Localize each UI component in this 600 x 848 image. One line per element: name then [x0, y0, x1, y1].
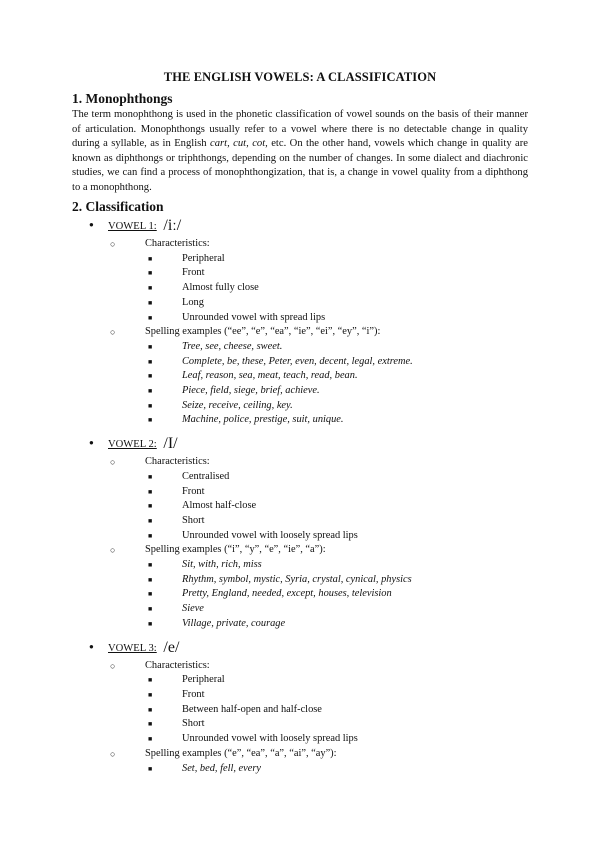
list-item [145, 688, 528, 703]
characteristic-text: Front [182, 485, 205, 497]
square-bullet-icon: ■ [148, 269, 153, 278]
list-item [145, 573, 528, 588]
vowel-3-heading [108, 638, 528, 659]
characteristics-item [108, 455, 528, 470]
circle-bullet-icon: ○ [110, 327, 116, 338]
list-item [145, 369, 528, 384]
square-bullet-icon: ■ [148, 531, 153, 540]
list-item [145, 602, 528, 617]
characteristic-text: Front [182, 688, 205, 700]
list-item [145, 485, 528, 500]
example-text: Set, bed, fell, every [182, 762, 262, 774]
vowel-3 [72, 638, 528, 777]
bullet-icon: ● [89, 220, 94, 229]
list-item [145, 587, 528, 602]
square-bullet-icon: ■ [148, 676, 153, 685]
circle-bullet-icon: ○ [110, 660, 116, 671]
list-item [145, 384, 528, 399]
example-text: Complete, be, these, Peter, even, decent, legal, extreme. [182, 355, 413, 367]
list-item [145, 732, 528, 747]
examples-list [145, 558, 528, 632]
list-item [145, 311, 528, 326]
characteristic-text: Peripheral [182, 252, 225, 264]
characteristics-item [108, 237, 528, 252]
example-text: Pretty, England, needed, except, houses, television [182, 588, 392, 600]
vowel-3-symbol: /e/ [163, 638, 180, 656]
list-item [145, 281, 528, 296]
square-bullet-icon: ■ [148, 342, 153, 351]
list-item [145, 499, 528, 514]
example-text: Village, private, courage [182, 617, 286, 629]
example-text: Sieve [182, 603, 204, 615]
spelling-label: Spelling examples (“i”, “y”, “e”, “ie”, “a”): [145, 544, 326, 556]
list-item [145, 470, 528, 485]
characteristics-list [145, 252, 528, 326]
circle-bullet-icon: ○ [110, 748, 116, 759]
square-bullet-icon: ■ [148, 284, 153, 293]
example-text: Tree, see, cheese, sweet. [182, 340, 283, 352]
monophthongs-paragraph [72, 108, 528, 195]
spelling-item [108, 543, 528, 558]
paragraph-text-1: The term monophthong is used in the phonetic classification of vowel sounds on the basis of their manner of articulation. Monophthongs usually refer to a vowel where there is no detectable change in quality during a syllable, as in English [72, 109, 528, 149]
square-bullet-icon: ■ [148, 387, 153, 396]
characteristic-text: Unrounded vowel with spread lips [182, 311, 326, 323]
square-bullet-icon: ■ [148, 254, 153, 263]
square-bullet-icon: ■ [148, 605, 153, 614]
section-heading-monophthongs: 1. Monophthongs [72, 91, 173, 106]
spelling-label: Spelling examples (“ee”, “e”, “ea”, “ie”, “ei”, “ey”, “i”): [145, 326, 381, 338]
characteristic-text: Almost fully close [182, 282, 259, 294]
characteristic-text: Almost half-close [182, 500, 257, 512]
characteristics-list [145, 673, 528, 747]
example-text: Rhythm, symbol, mystic, Syria, crystal, cynical, physics [182, 573, 412, 585]
list-item [145, 673, 528, 688]
characteristic-text: Peripheral [182, 674, 225, 686]
vowel-2-label: VOWEL 2: [108, 439, 157, 451]
vowel-1-label: VOWEL 1: [108, 221, 157, 232]
square-bullet-icon: ■ [148, 619, 153, 628]
square-bullet-icon: ■ [148, 401, 153, 410]
vowel-2-heading [108, 434, 528, 455]
list-item [145, 703, 528, 718]
vowel-1-symbol: /iː/ [163, 217, 182, 234]
list-item [145, 296, 528, 311]
square-bullet-icon: ■ [148, 313, 153, 322]
square-bullet-icon: ■ [148, 575, 153, 584]
list-item [145, 266, 528, 281]
vowel-3-label: VOWEL 3: [108, 642, 157, 654]
square-bullet-icon: ■ [148, 561, 153, 570]
list-item [145, 762, 528, 777]
characteristics-label: Characteristics: [145, 238, 210, 249]
square-bullet-icon: ■ [148, 487, 153, 496]
vowel-1-heading [108, 216, 528, 237]
square-bullet-icon: ■ [148, 372, 153, 381]
spelling-label: Spelling examples (“e”, “ea”, “a”, “ai”, “ay”): [145, 747, 337, 759]
square-bullet-icon: ■ [148, 416, 153, 425]
examples-list-wrap [108, 558, 528, 632]
characteristic-text: Short [182, 514, 205, 526]
square-bullet-icon: ■ [148, 472, 153, 481]
examples-list [145, 762, 528, 777]
bullet-icon: ● [89, 438, 94, 448]
characteristics-list [145, 470, 528, 544]
characteristic-text: Unrounded vowel with loosely spread lips [182, 733, 358, 745]
vowel-3-details [108, 659, 528, 777]
vowel-2-details [108, 455, 528, 631]
characteristic-text: Between half-open and half-close [182, 703, 322, 715]
examples-list [145, 340, 528, 428]
characteristic-text: Front [182, 267, 205, 279]
circle-bullet-icon: ○ [110, 545, 116, 556]
square-bullet-icon: ■ [148, 590, 153, 599]
example-text: Machine, police, prestige, suit, unique. [182, 414, 344, 426]
vowel-1-details [108, 237, 528, 428]
square-bullet-icon: ■ [148, 516, 153, 525]
list-item [145, 717, 528, 732]
vowel-2-symbol: /I/ [163, 435, 178, 453]
paragraph-text-2: etc. On the other hand, vowels which change in quality are known as diphthongs or triphthongs, depending on the number of changes. In some dialect and diachronic studies, we can find a process of monophthongization, that is, a change in vowel quality from a diphthong to a monophthong. [72, 138, 528, 193]
square-bullet-icon: ■ [148, 357, 153, 366]
document-title: THE ENGLISH VOWELS: A CLASSIFICATION [163, 70, 437, 84]
paragraph-examples-italic: cart, cut, cot, [210, 138, 268, 149]
bullet-icon: ● [89, 641, 94, 651]
square-bullet-icon: ■ [148, 690, 153, 699]
square-bullet-icon: ■ [148, 720, 153, 729]
list-item [145, 514, 528, 529]
list-item [145, 413, 528, 428]
characteristics-label: Characteristics: [145, 659, 210, 671]
vowel-2 [72, 434, 528, 631]
characteristic-text: Unrounded vowel with loosely spread lips [182, 529, 358, 541]
square-bullet-icon: ■ [148, 502, 153, 511]
square-bullet-icon: ■ [148, 735, 153, 744]
characteristics-list-wrap [108, 252, 528, 326]
characteristics-label: Characteristics: [145, 456, 210, 468]
circle-bullet-icon: ○ [110, 239, 116, 249]
example-text: Piece, field, siege, brief, achieve. [182, 385, 320, 397]
vowel-1 [72, 216, 528, 428]
spelling-item [108, 325, 528, 340]
characteristic-text: Long [182, 296, 204, 308]
examples-list-wrap [108, 340, 528, 428]
examples-list-wrap [108, 762, 528, 777]
list-item [145, 617, 528, 632]
square-bullet-icon: ■ [148, 705, 153, 714]
square-bullet-icon: ■ [148, 764, 153, 773]
characteristics-list-wrap [108, 470, 528, 544]
list-item [145, 355, 528, 370]
characteristics-list-wrap [108, 673, 528, 747]
characteristic-text: Centralised [182, 470, 230, 482]
example-text: Leaf, reason, sea, meat, teach, read, bean. [182, 370, 358, 382]
section-heading-classification: 2. Classification [72, 199, 164, 214]
example-text: Seize, receive, ceiling, key. [182, 399, 293, 411]
circle-bullet-icon: ○ [110, 457, 116, 468]
spacer [72, 632, 528, 637]
list-item [145, 529, 528, 544]
vowel-list [72, 216, 528, 776]
list-item [145, 558, 528, 573]
characteristic-text: Short [182, 718, 205, 730]
square-bullet-icon: ■ [148, 298, 153, 307]
characteristics-item [108, 659, 528, 674]
list-item [145, 340, 528, 355]
example-text: Sit, with, rich, miss [182, 559, 262, 571]
list-item [145, 399, 528, 414]
list-item [145, 252, 528, 267]
document-page [72, 70, 528, 776]
spacer [72, 428, 528, 433]
spelling-item [108, 747, 528, 762]
